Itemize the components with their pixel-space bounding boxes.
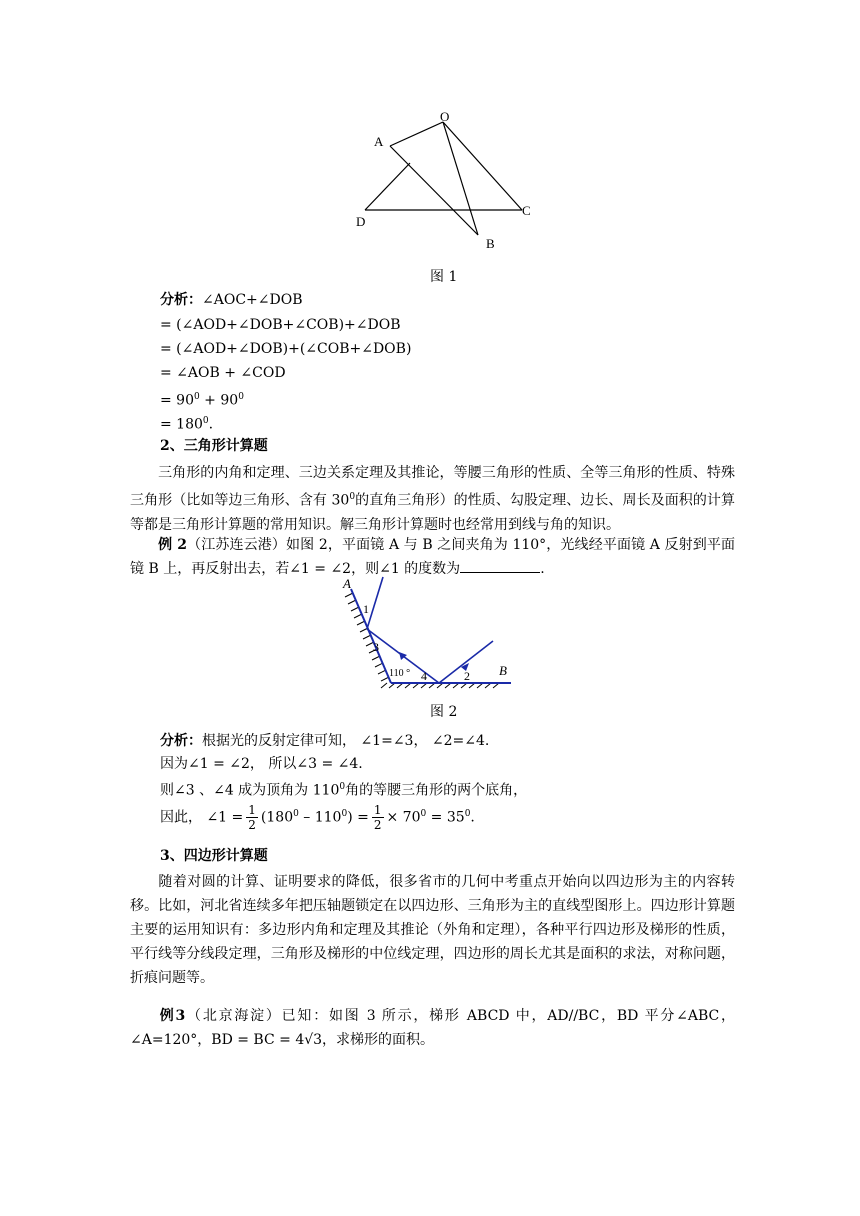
analysis-2-line-2: 因为∠1 = ∠2， 所以∠3 = ∠4.: [160, 756, 363, 772]
analysis-2-line-1: 分析：根据光的反射定律可知， ∠1=∠3， ∠2=∠4.: [160, 733, 490, 749]
segment-oa: [390, 122, 443, 146]
example-2: 例 2（江苏连云港）如图 2，平面镜 A 与 B 之间夹角为 110°，光线经平面镜 A 反射到平面镜 B 上，再反射出去，若∠1 = ∠2，则∠1 的度数为 .: [130, 537, 735, 577]
analysis-text: ∠AOC+∠DOB: [202, 292, 303, 308]
analysis-2-line-4: 因此， ∠1 = $\frac{1}{2}$ $(180^0 - 110^0)$ = $\frac{1}{2}$ × $70^0 = 35^0$.: [160, 803, 475, 833]
section-2-title: 2、三角形计算题: [160, 438, 268, 454]
section-2-paragraph: 三角形的内角和定理、三边关系定理及其推论，等腰三角形的性质、全等三角形的性质、特殊三角形（比如等边三角形、含有 $30^0$的直角三角形）的性质、勾股定理、边长、周长及面积的计算等都是三角形计算题的常用知识。解三角形计算题时也经常用到线与角的知识。: [130, 465, 736, 533]
label-angle-3: 3: [373, 640, 379, 654]
analysis-1-line-0: [160, 290, 302, 310]
analysis-1-line-4: = $90^0 + 90^0$: [160, 392, 244, 409]
label-b: B: [486, 236, 495, 251]
analysis-1-line-1: = (∠AOD+∠DOB+∠COB)+∠DOB: [160, 317, 401, 333]
figure-1-caption: 图 1: [430, 269, 458, 285]
example-2-label: 例 2: [158, 537, 187, 553]
analysis-2-line-3: 则∠3 、∠4 成为顶角为 $110^0$角的等腰三角形的两个底角，: [160, 782, 528, 799]
section-3-title: 3、四边形计算题: [160, 848, 268, 864]
figure-2: [335, 575, 520, 695]
fraction-half: $\frac{1}{2}$: [248, 803, 256, 833]
label-d: D: [356, 214, 366, 229]
label-c: C: [522, 203, 531, 218]
label-mirror-b: B: [499, 663, 507, 678]
segment-oc: [443, 122, 522, 210]
label-110: 110 °: [389, 668, 411, 679]
analysis-2-head: 分析：: [160, 733, 202, 749]
segment-da: [365, 163, 410, 210]
mirror-a: [351, 589, 391, 683]
incident-ray: [367, 577, 383, 629]
label-angle-2: 2: [464, 669, 470, 683]
example-3: [130, 1004, 735, 1052]
answer-blank: [460, 558, 540, 573]
fraction-half-2: $\frac{1}{2}$: [373, 803, 382, 833]
label-mirror-a: A: [343, 576, 351, 591]
label-a: A: [374, 134, 384, 149]
analysis-1-line-5: = $180^0$.: [160, 416, 214, 433]
analysis-1-line-3: = ∠AOB + ∠COD: [160, 365, 286, 381]
figure-1: [350, 108, 550, 258]
example-3-label: 例3: [158, 1008, 186, 1024]
example-2-text: （江苏连云港）如图 2，平面镜 A 与 B 之间夹角为 110°，光线经平面镜 A 反射到平面镜 B 上，再反射出去，若∠1 = ∠2，则∠1 的度数为: [130, 537, 735, 577]
analysis-head: 分析：: [160, 292, 202, 308]
figure-2-caption: 图 2: [430, 704, 458, 720]
label-angle-4: 4: [421, 669, 427, 683]
example-3-text: （北京海淀）已知：如图 3 所示，梯形 ABCD 中，AD//BC，BD 平分∠ABC，∠A=120°，BD = BC = 4√3，求梯形的面积。: [130, 1008, 735, 1048]
section-3-paragraph: 随着对圆的计算、证明要求的降低，很多省市的几何中考重点开始向以四边形为主的内容转移。比如，河北省连续多年把压轴题锁定在以四边形、三角形为主的直线型图形上。四边形计算题主要的运用知识有：多边形内角和定理及其推论（外角和定理），各种平行四边形及梯形的性质，平行线等分线段定理，三角形及梯形的中位线定理，四边形的周长尤其是面积的求法，对称问题，折痕问题等。: [130, 874, 735, 986]
analysis-1-line-2: = (∠AOD+∠DOB)+(∠COB+∠DOB): [160, 341, 412, 357]
label-o: O: [440, 109, 450, 124]
label-angle-1: 1: [363, 602, 369, 616]
